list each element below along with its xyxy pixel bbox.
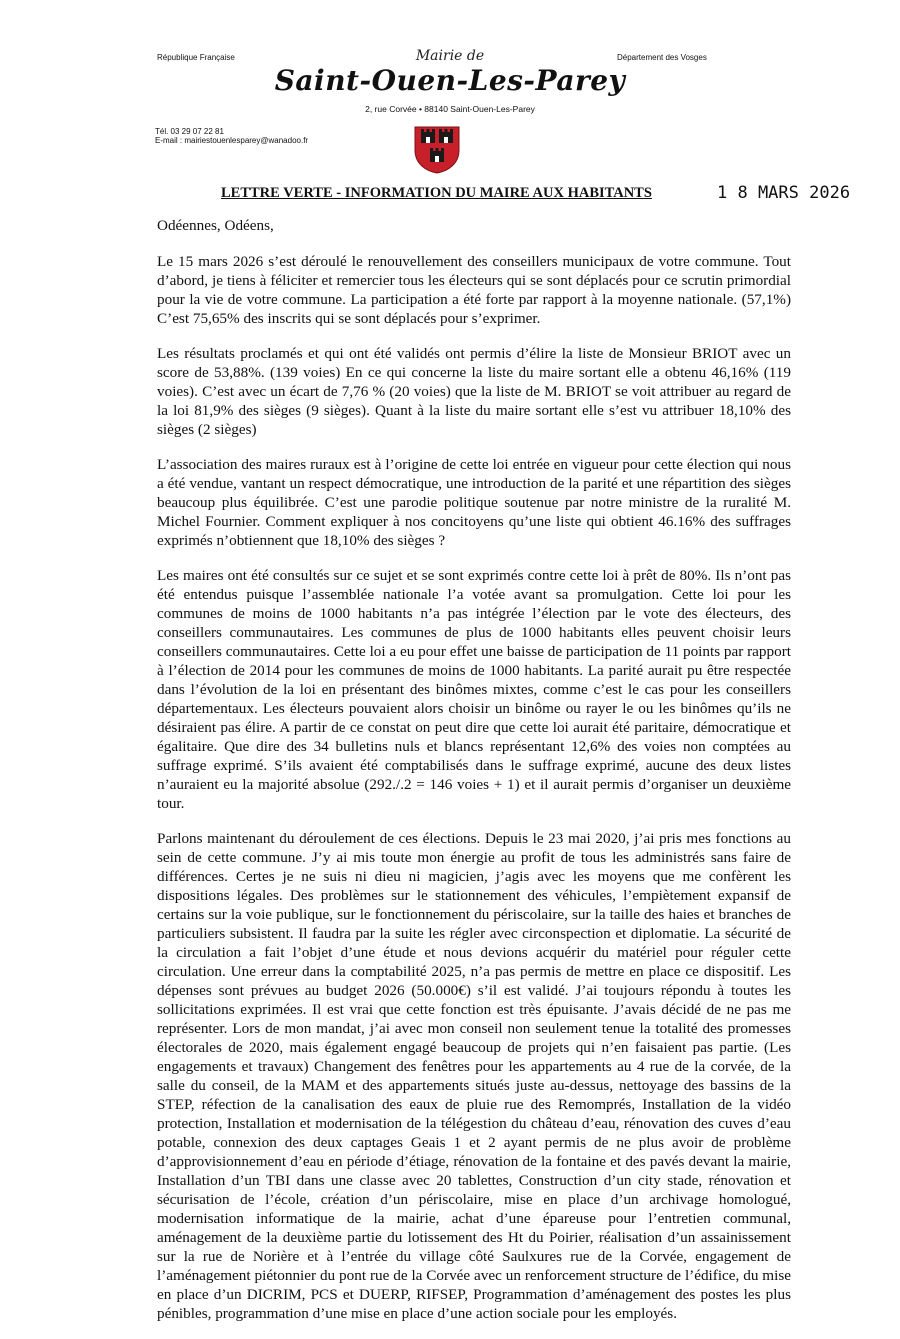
paragraph: Parlons maintenant du déroulement de ces élections. Depuis le 23 mai 2020, j’ai pris mes fonctions au sein de cette commune. J’y ai mis toute mon énergie au profit de tous les administrés sans faire de différences. Certes je ne suis ni dieu ni magicien, j’agis avec les moyens que me confèrent les dispositions légales. Des problèmes sur le stationnement des véhicules, l’empiètement expansif de certains sur la voie publique, sur le fonctionnement du périscolaire, sur la taille des haies et branches de particuliers subsistent. Il faudra par la suite les régler avec circonspection et diplomatie. La sécurité de la circulation a fait l’objet d’une étude et nous devions acquérir du matériel pour réguler cette circulation. Une erreur dans la comptabilité 2025, n’a pas permis de mettre en place ce dispositif. Les dépenses sont prévues au budget 2026 (50.000€) s’il est validé. J’ai toujours répondu à toutes les sollicitations exprimées. Il est vrai que cette fonction est très épuisante. J’avais décidé de ne pas me représenter. Lors de mon mandat, j’ai avec mon conseil non seulement tenue la totalité des promesses électorales de 2020, mais également engagé beaucoup de projets qui n’en faisaient pas partie. (Les engagements et travaux) Changement des fenêtres pour les appartements au 4 rue de la corvée, de la salle du conseil, de la MAM et des appartements situés juste au-dessus, nettoyage des bassins de la STEP, réfection de la canalisation des eaux de pluie rue des Remomprés, Installation de la vidéo protection, Installation et modernisation de la télégestion du château d’eau, rénovation des cuves d’eau potable, connexion des deux captages Geais 1 et 2 ayant permis de ne plus avoir de problème d’approvisionnement d’eau en période d’étiage, rénovation de la fontaine et des pavés devant la mairie, Installation d’un TBI dans une classe avec 20 tablettes, Construction d’un city stade, rénovation et sécurisation de l’école, création d’un périscolaire, mise en place d’un archivage homologué, modernisation informatique de la mairie, achat d’une épareuse pour l’entretien communal, aménagement de la deuxième partie du lotissement des Ht du Poirier, réalisation d’un assainissement sur la rue de Norière et à l’entrée du village côté Saulxures rue de la Corvée, engagement de l’aménagement piétonnier du pont rue de la Corvée avec un renforcement structure de l’édifice, du mise en place d’un DICRIM, PCS et DUERP, RIFSEP, Programmation d’aménagement des postes les plus pénibles, programmation d’une mise en place d’une action sociale pour les employés. [157, 830, 791, 1322]
phone-number: Tél. 03 29 07 22 81 [155, 127, 224, 136]
republic-label: République Française [157, 53, 235, 62]
contact-block [155, 127, 308, 145]
paragraph: Les maires ont été consultés sur ce sujet et se sont exprimés contre cette loi à prêt de 80%. Ils n’ont pas été entendus puisque l’assemblée nationale l’a votée avant sa promulgation. Cette loi pour les communes de moins de 1000 habitants n’a pas intégrée l’élection par le vote des électeurs, des conseillers communautaires. Les communes de plus de 1000 habitants elles peuvent choisir leurs conseillers communautaires. Cette loi a eu pour effet une baisse de participation de 11 points par rapport à l’élection de 2014 pour les communes de moins de 1000 habitants. La parité aurait pu être respectée dans l’évolution de la loi en présentant des binômes mixtes, comme c’est le cas pour les conseillers départementaux. Les électeurs pouvaient alors choisir un binôme ou rayer le ou les binômes qu’ils ne désiraient pas élire. A partir de ce constat on peut dire que cette loi aurait été paritaire, démocratique et égalitaire. Que dire des 34 bulletins nuls et blancs représentant 12,6% des voies non comptées au suffrage exprimé. S’ils avaient été comptabilisés dans le suffrage exprimé, aucune des deux listes n’auraient eu la majorité absolue (292./.2 = 146 voies + 1) et il aurait permis d’organiser un deuxième tour. [157, 567, 791, 812]
town-name: Saint-Ouen-Les-Parey [274, 64, 626, 97]
mairie-de-label: Mairie de [415, 48, 485, 64]
paragraph: Le 15 mars 2026 s’est déroulé le renouvellement des conseillers municipaux de votre commune. Tout d’abord, je tiens à féliciter et remercier tous les électeurs qui se sont déplacés pour ce scrutin primordial pour la vie de votre commune. La participation a été forte par rapport à la moyenne nationale. (57,1%) C’est 75,65% des inscrits qui se sont déplacés pour s’exprimer. [157, 253, 791, 327]
town-crest-icon [412, 124, 462, 174]
greeting: Odéennes, Odéens, [157, 217, 274, 234]
town-address: 2, rue Corvée • 88140 Saint-Ouen-Les-Parey [365, 104, 535, 114]
letter-title: LETTRE VERTE - INFORMATION DU MAIRE AUX HABITANTS [221, 185, 652, 201]
paragraph: Les résultats proclamés et qui ont été validés ont permis d’élire la liste de Monsieur BRIOT avec un score de 53,88%. (139 voies) En ce qui concerne la liste du maire sortant elle a obtenu 46,16% (119 voies). C’est avec un écart de 7,76 % (20 voies) que la liste de M. BRIOT se voit attribuer au regard de la loi 81,9% des sièges (9 sièges). Quant à la liste du maire sortant elle s’est vu attribuer 18,10% des sièges (2 sièges) [157, 345, 791, 438]
date-stamp: 1 8 MARS 2026 [717, 183, 851, 203]
email-address: E-mail : mairiestouenlesparey@wanadoo.fr [155, 136, 309, 145]
department-label: Département des Vosges [617, 53, 707, 62]
letter-body [157, 216, 791, 1339]
paragraph: L’association des maires ruraux est à l’origine de cette loi entrée en vigueur pour cette élection qui nous a été vendue, vantant un respect démocratique, une introduction de la parité et une répartition des sièges beaucoup plus équilibrée. C’est une parodie politique soutenue par notre ministre de la ruralité M. Michel Fournier. Comment expliquer à nos concitoyens qu’une liste qui obtient 46.16% des suffrages exprimés n’obtiennent que 18,10% des sièges ? [157, 456, 791, 549]
